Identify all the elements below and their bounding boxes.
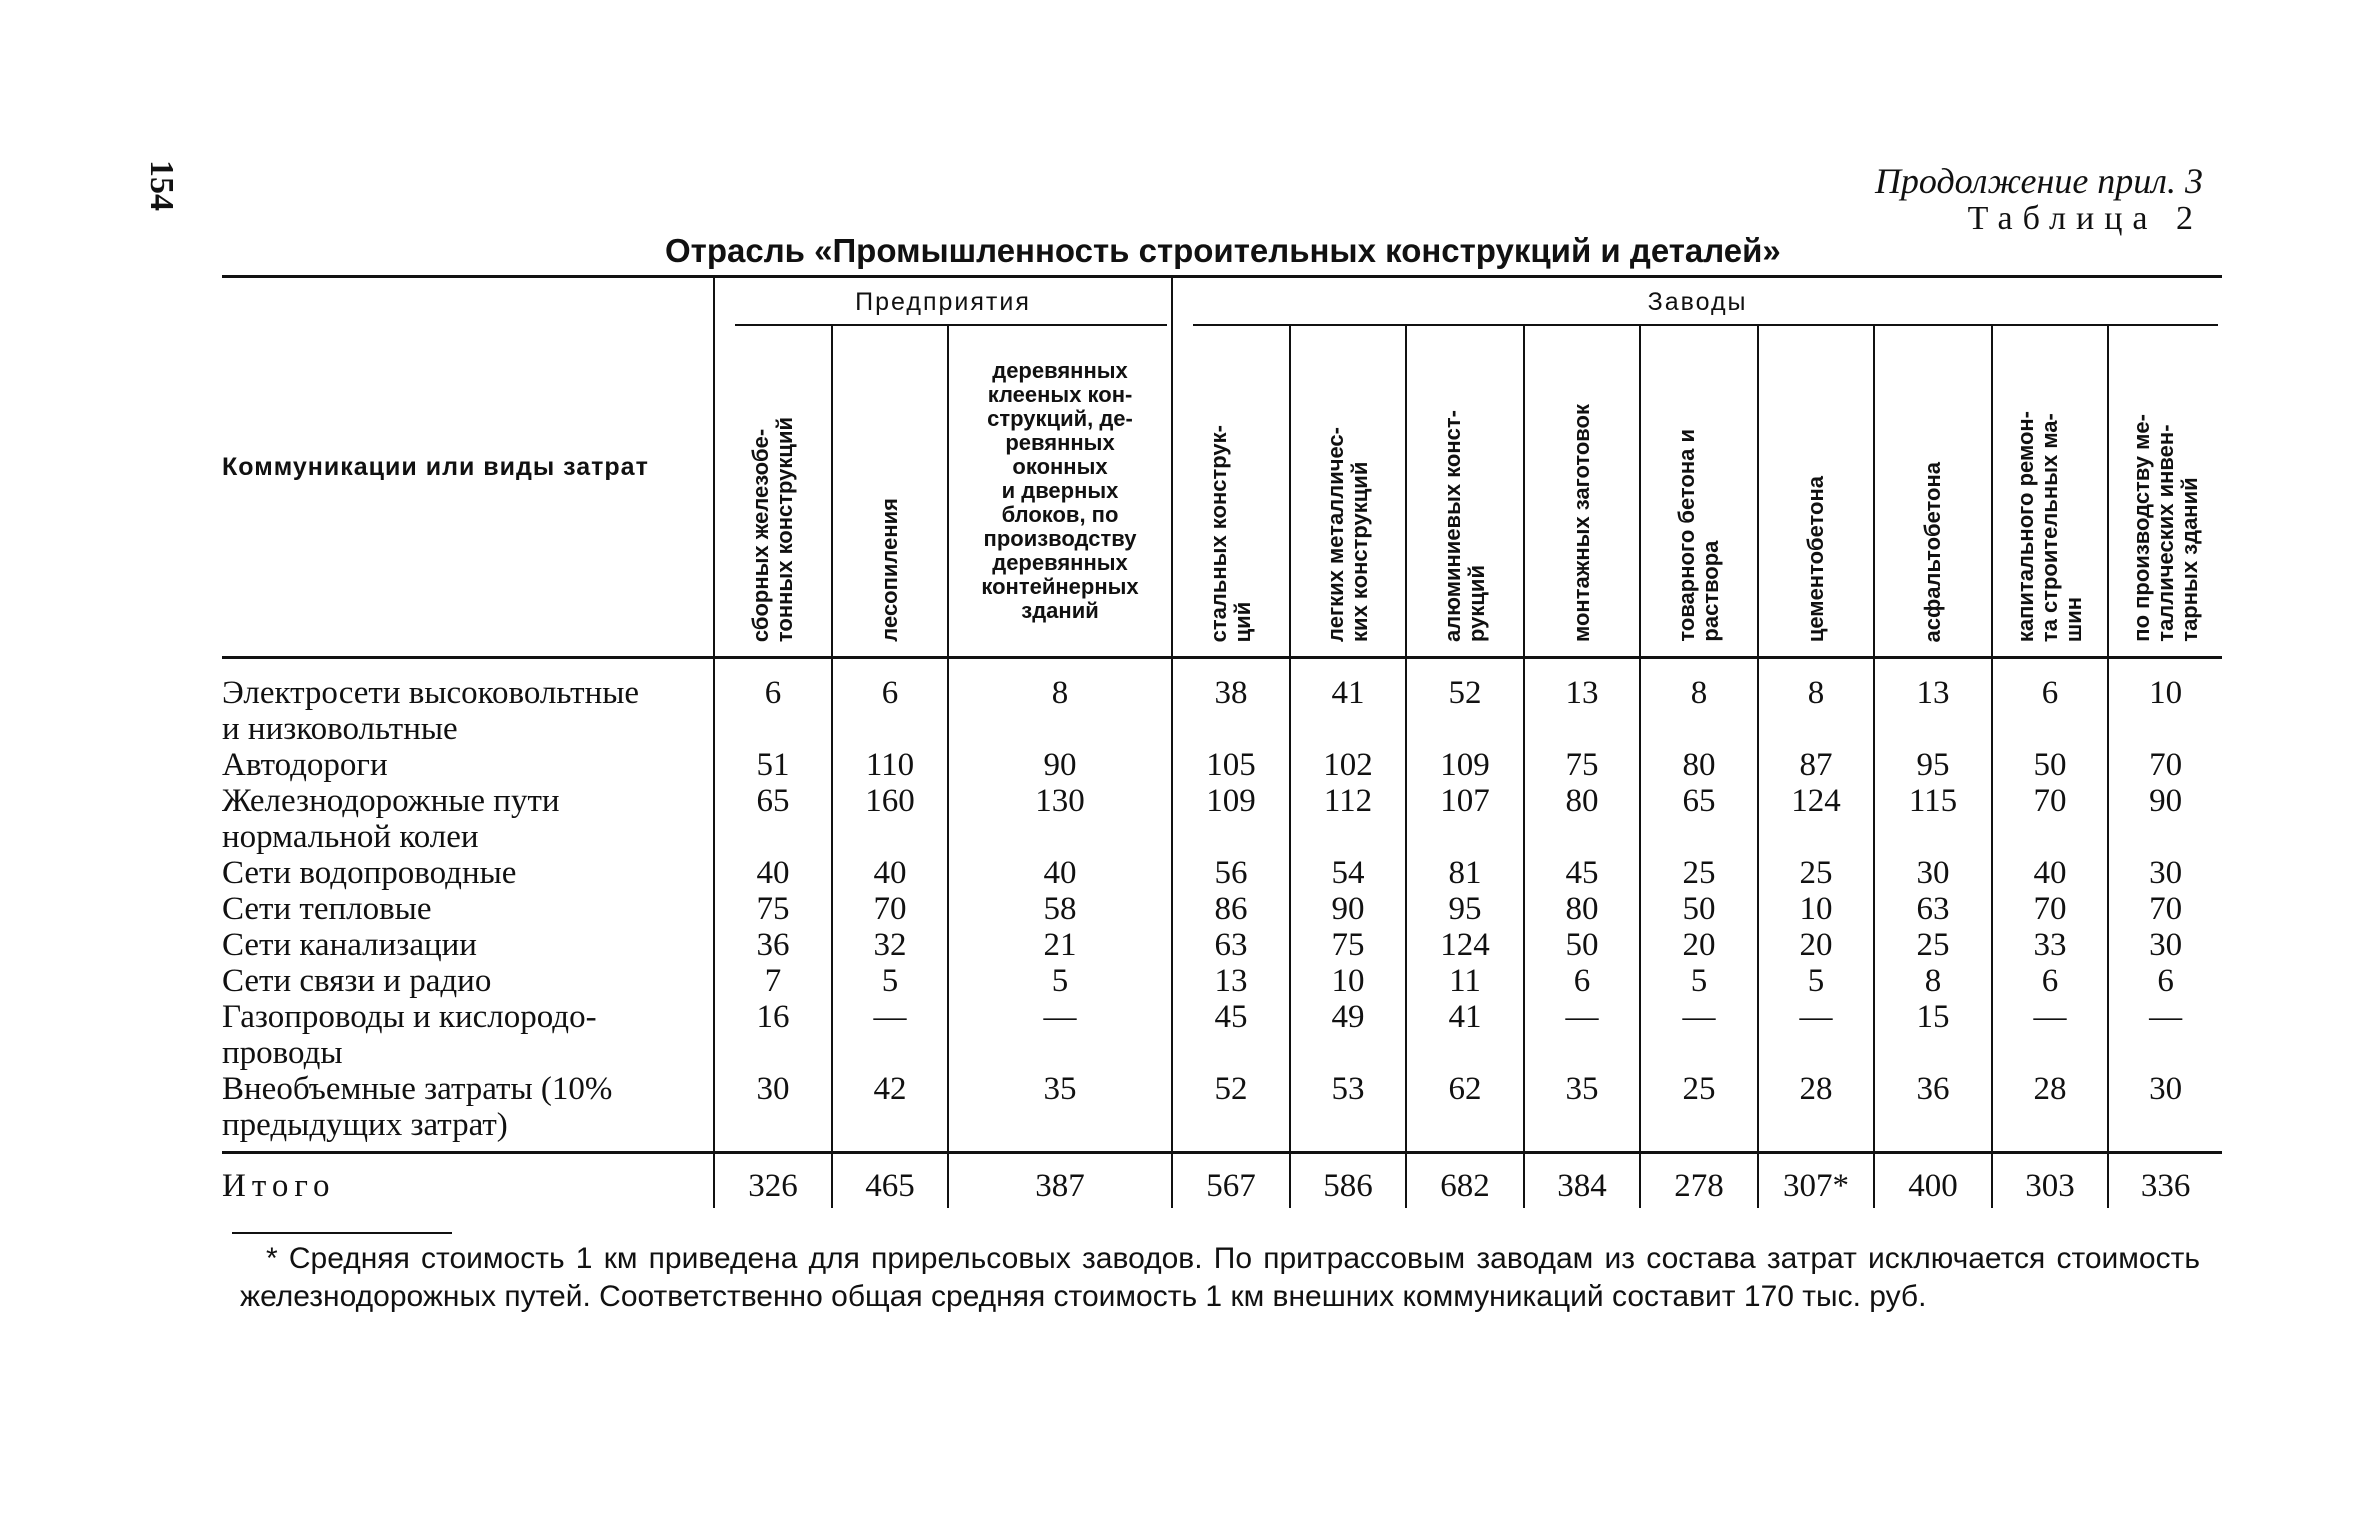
row-label-text: Железнодорожные пути нормальной колеи <box>222 783 560 855</box>
table-cell: 5 <box>832 963 948 999</box>
table-cell: 20 <box>1640 927 1758 963</box>
table-cell: 30 <box>714 1071 832 1153</box>
table-cell: 102 <box>1290 747 1406 783</box>
column-label: легких металличес- ких конструкций <box>1323 427 1373 642</box>
column-header <box>1992 326 2108 658</box>
row-label-text: Сети связи и радио <box>222 963 492 999</box>
total-label: Итого <box>222 1153 714 1209</box>
column-header <box>832 326 948 658</box>
corner-header <box>222 277 714 658</box>
table-cell: 8 <box>1874 963 1992 999</box>
row-label-text: Сети водопроводные <box>222 855 517 891</box>
row-label <box>222 658 714 748</box>
row-label <box>222 999 714 1071</box>
table-cell: 81 <box>1406 855 1524 891</box>
footnote-rule <box>232 1232 452 1234</box>
table-cell: — <box>1524 999 1640 1071</box>
table-cell: 5 <box>1758 963 1874 999</box>
table-cell: — <box>1758 999 1874 1071</box>
table-cell: 42 <box>832 1071 948 1153</box>
table-cell: 75 <box>1290 927 1406 963</box>
table-label: Таблица 2 <box>1967 200 2203 237</box>
table-cell: 15 <box>1874 999 1992 1071</box>
table-cell: 75 <box>1524 747 1640 783</box>
table-cell: 38 <box>1172 658 1290 748</box>
table-cell: 109 <box>1406 747 1524 783</box>
total-cell: 682 <box>1406 1153 1524 1209</box>
table-cell: 70 <box>1992 783 2108 855</box>
table-cell: 70 <box>2149 891 2183 927</box>
row-label <box>222 927 714 963</box>
row-label-text: Внеобъемные затраты (10% предыдущих затрат) <box>222 1071 613 1143</box>
table-cell: 109 <box>1172 783 1290 855</box>
row-label-text: Электросети высоковольтные и низковольтные <box>222 675 640 747</box>
table-cell: — <box>832 999 948 1071</box>
total-cell: 400 <box>1874 1153 1992 1209</box>
column-header <box>1758 326 1874 658</box>
total-cell: 586 <box>1290 1153 1406 1209</box>
table-cell: 54 <box>1290 855 1406 891</box>
column-label: алюминиевых конст- рукций <box>1440 410 1490 642</box>
table-cell: 65 <box>1640 783 1758 855</box>
column-header <box>1640 326 1758 658</box>
table-cell: 36 <box>714 927 832 963</box>
table-cell: 115 <box>1874 783 1992 855</box>
table-cell: 35 <box>948 1071 1172 1153</box>
table-cell: 49 <box>1290 999 1406 1071</box>
group-header-enterprises <box>714 277 1172 327</box>
total-cell: 384 <box>1524 1153 1640 1209</box>
total-row <box>222 1153 2222 1209</box>
row-label <box>222 891 714 927</box>
column-header <box>714 326 832 658</box>
table-cell: 5 <box>1640 963 1758 999</box>
table-cell: 25 <box>1640 1071 1758 1153</box>
group-label: Заводы <box>1647 287 1748 316</box>
table-cell: 36 <box>1874 1071 1992 1153</box>
table-cell: 70 <box>832 891 948 927</box>
column-label: цементобетона <box>1803 475 1829 642</box>
table-cell: 10 <box>1758 891 1874 927</box>
total-cell: 336 <box>2108 1153 2222 1209</box>
table-cell: 105 <box>1172 747 1290 783</box>
table-row <box>222 783 2222 855</box>
column-label: стальных конструк- ций <box>1206 424 1256 642</box>
column-header <box>1524 326 1640 658</box>
table-cell: 6 <box>2157 963 2174 999</box>
table-cell: 95 <box>1406 891 1524 927</box>
table-cell: 50 <box>1992 747 2108 783</box>
table-cell: 50 <box>1524 927 1640 963</box>
continuation-note: Продолжение прил. 3 <box>1874 161 2203 201</box>
table-cell: 56 <box>1172 855 1290 891</box>
table-cell: 13 <box>1524 658 1640 748</box>
column-label: деревянных клееных кон- струкций, де- ревянных оконных и дверных блоков, по производству деревянных контейнерных зданий <box>981 358 1139 623</box>
column-header <box>1172 326 1290 658</box>
table-cell: 30 <box>1874 855 1992 891</box>
column-header <box>1874 326 1992 658</box>
total-cell: 326 <box>714 1153 832 1209</box>
table-cell: 90 <box>1290 891 1406 927</box>
table-cell: 30 <box>2149 1071 2183 1107</box>
table-cell: 87 <box>1758 747 1874 783</box>
table-cell: 32 <box>832 927 948 963</box>
table-cell: 41 <box>1290 658 1406 748</box>
table-cell: 7 <box>714 963 832 999</box>
table-cell: 10 <box>1290 963 1406 999</box>
table-row <box>222 927 2222 963</box>
table-cell: 50 <box>1640 891 1758 927</box>
table-cell: 52 <box>1172 1071 1290 1153</box>
table-cell: 16 <box>714 999 832 1071</box>
row-label-text: Автодороги <box>222 747 388 783</box>
table-cell: 95 <box>1874 747 1992 783</box>
table-row <box>222 999 2222 1071</box>
table-cell: 40 <box>832 855 948 891</box>
table-cell: — <box>948 999 1172 1071</box>
table-cell: 30 <box>2149 927 2183 963</box>
table-cell: 8 <box>948 658 1172 748</box>
table-cell: 21 <box>948 927 1172 963</box>
total-cell: 303 <box>1992 1153 2108 1209</box>
table-row <box>222 658 2222 748</box>
table-cell: 112 <box>1290 783 1406 855</box>
table-cell: 33 <box>1992 927 2108 963</box>
table-cell: 45 <box>1172 999 1290 1071</box>
table-cell: 8 <box>1640 658 1758 748</box>
column-label: асфальтобетона <box>1920 461 1946 642</box>
row-label <box>222 747 714 783</box>
table-cell: 63 <box>1874 891 1992 927</box>
table-cell: 28 <box>1992 1071 2108 1153</box>
table-cell: 80 <box>1640 747 1758 783</box>
table-cell: 124 <box>1406 927 1524 963</box>
column-label: по производству ме- таллических инвен- тарных зданий <box>2128 414 2202 642</box>
total-cell: 465 <box>832 1153 948 1209</box>
table-cell: 40 <box>714 855 832 891</box>
group-header-plants <box>1172 277 2222 327</box>
table-cell: 124 <box>1758 783 1874 855</box>
table-cell: 6 <box>1992 963 2108 999</box>
table-cell: 30 <box>2149 855 2183 891</box>
table-cell: 35 <box>1524 1071 1640 1153</box>
corner-header-text: Коммуникации или виды затрат <box>222 452 649 481</box>
row-label-text: Сети тепловые <box>222 891 432 927</box>
total-cell: 387 <box>948 1153 1172 1209</box>
row-label-text: Сети канализации <box>222 927 477 963</box>
table-cell: 8 <box>1758 658 1874 748</box>
row-label <box>222 963 714 999</box>
table-cell: 41 <box>1406 999 1524 1071</box>
table-cell: 110 <box>832 747 948 783</box>
table-cell: 40 <box>948 855 1172 891</box>
table-cell: 25 <box>1758 855 1874 891</box>
table-cell: 6 <box>1992 658 2108 748</box>
total-cell: 278 <box>1640 1153 1758 1209</box>
group-label: Предприятия <box>855 287 1031 316</box>
table-cell: 10 <box>2149 675 2183 711</box>
table-cell: 53 <box>1290 1071 1406 1153</box>
table-cell: 45 <box>1524 855 1640 891</box>
table-cell: 63 <box>1172 927 1290 963</box>
table-cell: 6 <box>1524 963 1640 999</box>
column-label: лесопиления <box>877 498 902 642</box>
table-cell: 58 <box>948 891 1172 927</box>
row-label <box>222 855 714 891</box>
table-title: Отрасль «Промышленность строительных конструкций и деталей» <box>665 232 1781 269</box>
table-row <box>222 891 2222 927</box>
table-cell: 90 <box>2149 783 2183 819</box>
table-cell: 6 <box>714 658 832 748</box>
total-cell: 307* <box>1758 1153 1874 1209</box>
table-cell: — <box>1992 999 2108 1071</box>
table-cell: 65 <box>714 783 832 855</box>
row-label <box>222 783 714 855</box>
column-header <box>1406 326 1524 658</box>
cost-table <box>222 275 2222 1208</box>
table-cell: 80 <box>1524 783 1640 855</box>
table-cell: 70 <box>2149 747 2183 783</box>
table-cell: 70 <box>1992 891 2108 927</box>
table-cell: 62 <box>1406 1071 1524 1153</box>
table-cell: 107 <box>1406 783 1524 855</box>
column-header <box>2108 326 2222 658</box>
column-label: капитального ремон- та строительных ма- шин <box>2013 410 2087 642</box>
table-cell: 13 <box>1172 963 1290 999</box>
column-label: сборных железобе- тонных конструкций <box>748 416 797 642</box>
table-cell: 86 <box>1172 891 1290 927</box>
table-cell: — <box>2149 999 2183 1035</box>
table-cell: 13 <box>1874 658 1992 748</box>
table-cell: 6 <box>832 658 948 748</box>
table-cell: 11 <box>1406 963 1524 999</box>
table-row <box>222 855 2222 891</box>
footnote: * Средняя стоимость 1 км приведена для прирельсовых заводов. По притрассовым заводам из состава затрат исключается стоимость железнодорожных путей. Соответственно общая средняя стоимость 1 км внешних коммуникаций составит 170 тыс. руб. <box>240 1242 2200 1313</box>
page-number: 154 <box>143 160 180 211</box>
table-cell: 52 <box>1406 658 1524 748</box>
column-label: товарного бетона и раствора <box>1674 429 1724 642</box>
table-cell: 130 <box>948 783 1172 855</box>
column-label: монтажных заготовок <box>1569 404 1595 642</box>
column-header <box>948 326 1172 658</box>
table-cell: 20 <box>1758 927 1874 963</box>
total-cell: 567 <box>1172 1153 1290 1209</box>
table-cell: 51 <box>714 747 832 783</box>
table-cell: 25 <box>1874 927 1992 963</box>
table-cell: 90 <box>948 747 1172 783</box>
table-row <box>222 1071 2222 1153</box>
table-row <box>222 963 2222 999</box>
table-cell: 5 <box>948 963 1172 999</box>
table-cell: 80 <box>1524 891 1640 927</box>
table-cell: 75 <box>714 891 832 927</box>
column-header <box>1290 326 1406 658</box>
table-cell: 160 <box>832 783 948 855</box>
table-cell: — <box>1640 999 1758 1071</box>
table-body <box>222 658 2222 1209</box>
table-cell: 40 <box>1992 855 2108 891</box>
table-row <box>222 747 2222 783</box>
table-cell: 25 <box>1640 855 1758 891</box>
row-label-text: Газопроводы и кислородо- проводы <box>222 999 597 1071</box>
table-cell: 28 <box>1758 1071 1874 1153</box>
row-label <box>222 1071 714 1153</box>
